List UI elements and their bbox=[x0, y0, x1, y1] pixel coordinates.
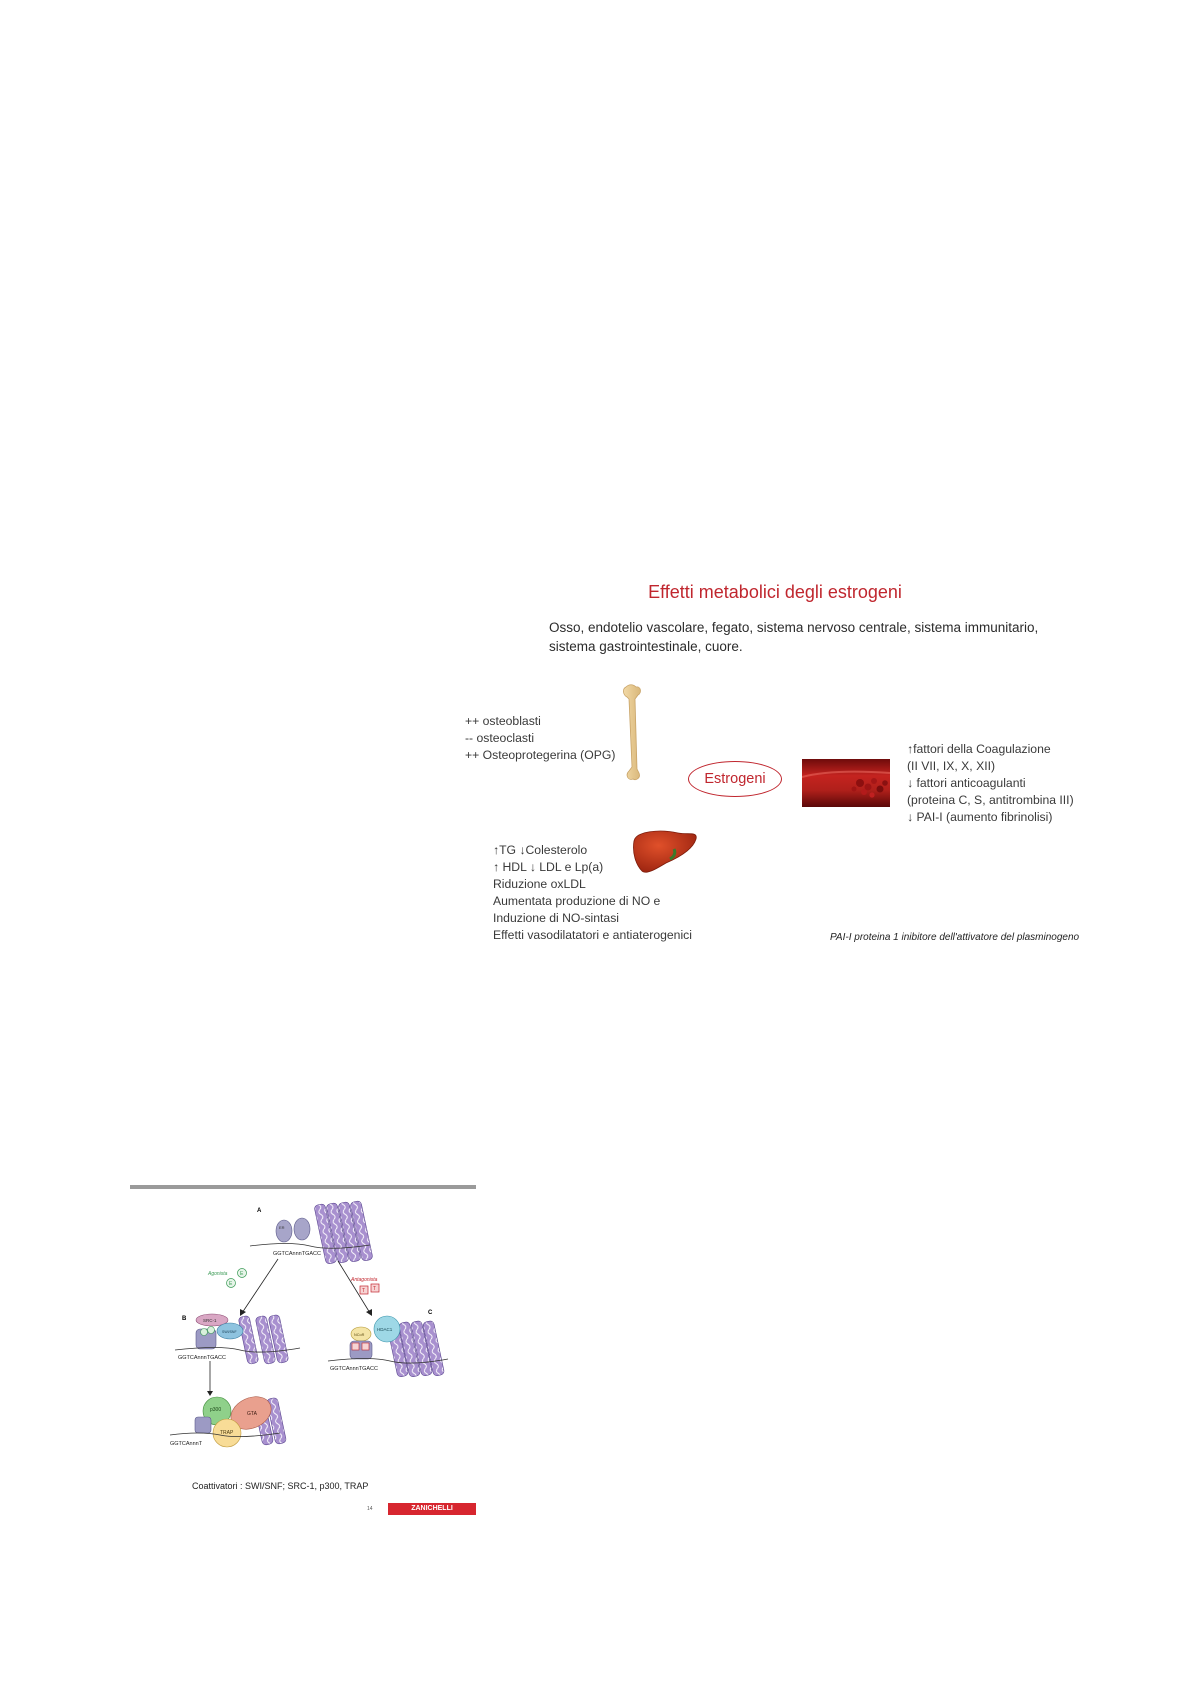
slide-subtitle bbox=[549, 618, 1069, 656]
src1-label: SRC-1 bbox=[203, 1318, 217, 1323]
antagonist-label: Antagonista bbox=[351, 1277, 378, 1283]
slide-title: Effetti metabolici degli estrogeni bbox=[648, 582, 902, 602]
dna-sequence-c: GGTCAnnnTGACC bbox=[330, 1366, 378, 1372]
liver-effect-item: ↑TG ↓Colesterolo bbox=[493, 843, 588, 857]
antagonist-symbol: T bbox=[362, 1288, 366, 1294]
panel-label-b: B bbox=[182, 1316, 187, 1322]
mechanism-diagram bbox=[130, 1189, 476, 1479]
bone-effect-item: -- osteoclasti bbox=[465, 731, 535, 745]
swisnf-label: SWI/SNF bbox=[222, 1330, 237, 1334]
coagulation-effects-list bbox=[907, 741, 1074, 826]
coagulation-effect-item: ↓ PAI-I (aumento fibrinolisi) bbox=[907, 810, 1053, 824]
coactivators-caption: Coattivatori : SWI/SNF; SRC-1, p300, TRAP bbox=[192, 1481, 369, 1491]
dna-sequence-a: GGTCAnnnTGACC bbox=[273, 1251, 321, 1257]
estrogen-receptor-dimer bbox=[276, 1218, 310, 1242]
agonist-label: Agonista bbox=[208, 1271, 228, 1277]
trap-label: TRAP bbox=[220, 1430, 234, 1436]
nucleosome-array-b bbox=[238, 1314, 289, 1364]
er-label: ER bbox=[279, 1225, 285, 1230]
agonist-symbol: E bbox=[240, 1271, 244, 1277]
antagonist-symbol: T bbox=[373, 1286, 377, 1292]
liver-effect-item: Riduzione oxLDL bbox=[493, 877, 586, 891]
blood-vessel-icon bbox=[802, 759, 890, 807]
panel-label-c: C bbox=[428, 1310, 433, 1316]
agonist-symbol: E bbox=[229, 1281, 233, 1287]
liver-effects-list bbox=[493, 842, 692, 944]
p300-label: p300 bbox=[210, 1407, 222, 1413]
bone-effects-list bbox=[465, 713, 615, 764]
hdac1-label: HDAC1 bbox=[377, 1327, 393, 1332]
panel-label-a: A bbox=[257, 1208, 262, 1214]
slide-receptor-mechanism bbox=[130, 1185, 476, 1515]
dna-sequence-cut: GGTCAnnnT bbox=[170, 1441, 203, 1447]
coagulation-effect-item: (II VII, IX, X, XII) bbox=[907, 759, 996, 773]
coagulation-effect-item: (proteina C, S, antitrombina III) bbox=[907, 793, 1074, 807]
nucleosome-array-a bbox=[314, 1200, 373, 1264]
page-number: 14 bbox=[367, 1506, 373, 1512]
liver-effect-item: Induzione di NO-sintasi bbox=[493, 911, 619, 925]
coagulation-effect-item: ↑fattori della Coagulazione bbox=[907, 742, 1051, 756]
slide-estrogen-effects bbox=[455, 565, 1095, 950]
liver-effect-item: Aumentata produzione di NO e bbox=[493, 894, 661, 908]
ncor-label: NCoR bbox=[354, 1333, 365, 1337]
footnote: PAI-I proteina 1 inibitore dell'attivatore del plasminogeno bbox=[830, 932, 1080, 943]
liver-effect-item: ↑ HDL ↓ LDL e Lp(a) bbox=[493, 860, 604, 874]
subtitle-line-1: Osso, endotelio vascolare, fegato, sistema nervoso centrale, sistema immunitario, bbox=[549, 620, 1039, 635]
liver-effect-item: Effetti vasodilatatori e antiaterogenici bbox=[493, 928, 692, 942]
estrogeni-label: Estrogeni bbox=[688, 761, 782, 797]
dna-sequence-b: GGTCAnnnTGACC bbox=[178, 1355, 226, 1361]
bone-effect-item: ++ osteoblasti bbox=[465, 714, 541, 728]
gta-label: GTA bbox=[247, 1411, 257, 1417]
coagulation-effect-item: ↓ fattori anticoagulanti bbox=[907, 776, 1026, 790]
subtitle-line-2: sistema gastrointestinale, cuore. bbox=[549, 639, 743, 654]
bone-effect-item: ++ Osteoprotegerina (OPG) bbox=[465, 748, 616, 762]
publisher-logo: ZANICHELLI bbox=[388, 1503, 476, 1515]
bone-icon bbox=[620, 683, 646, 783]
